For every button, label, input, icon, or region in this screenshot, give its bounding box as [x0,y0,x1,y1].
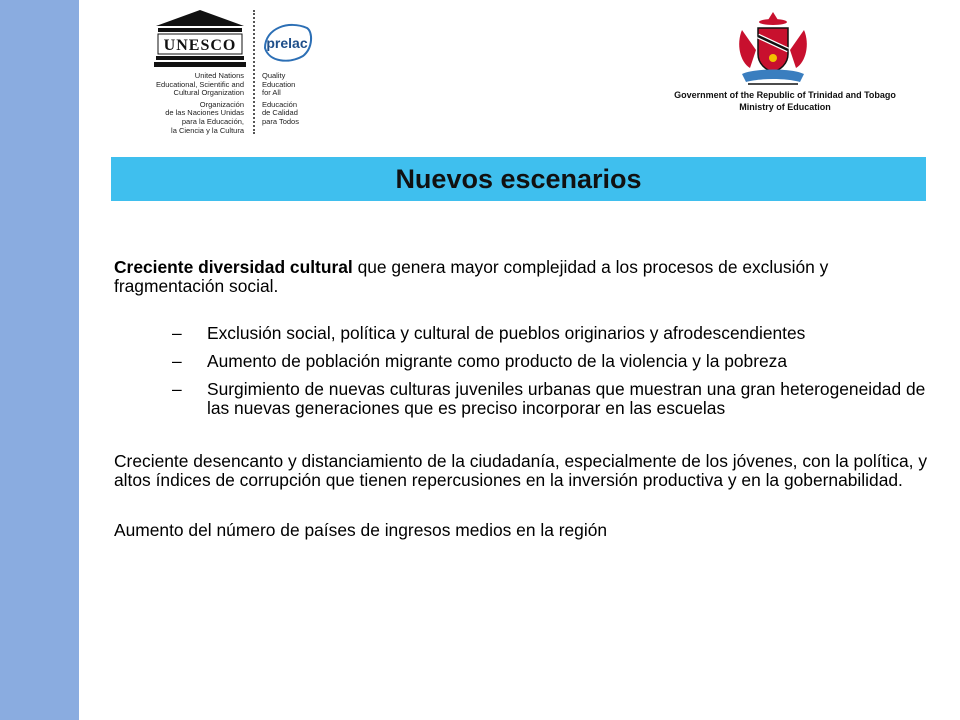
unesco-prelac-logo-block [152,8,322,136]
list-item [114,380,934,418]
unesco-logo [152,8,248,68]
bullet-text: Aumento de población migrante como producto de la violencia y la pobreza [207,351,788,371]
logo-divider [253,10,255,134]
prelac-text: Quality Education for All Educación de Calidad para Todos [262,71,299,126]
list-item [114,324,934,343]
list-item [114,352,934,371]
slide-title: Nuevos escenarios [395,163,642,194]
paragraph-middle-income: Aumento del número de países de ingresos medios en la región [114,520,608,540]
left-accent-bar [0,0,79,720]
bullet-dash: – [172,351,182,371]
coat-of-arms-icon [734,10,812,88]
paragraph-bold-lead: Creciente diversidad cultural [114,257,353,277]
government-caption [640,89,930,113]
government-line: Government of the Republic of Trinidad and Tobago [674,90,896,100]
bullet-text: Surgimiento de nuevas culturas juveniles urbanas que muestran una gran heterogeneidad de las nuevas generaciones que es preciso incorporar en las escuelas [207,379,926,418]
unesco-logo-text: UNESCO [163,37,237,54]
prelac-logo-text: prelac [266,35,308,51]
prelac-logo [259,18,315,66]
title-banner [111,157,926,201]
unesco-name-text: United Nations Educational, Scientific and Cultural Organization Organización de las Naciones Unidas para la Educación, la Ciencia y la Cultura [156,71,244,135]
slide-body [114,258,934,540]
ministry-line: Ministry of Education [739,102,831,112]
paragraph-cultural-diversity [114,258,934,296]
paragraph-disenchantment: Creciente desencanto y distanciamiento de la ciudadanía, especialmente de los jóvenes, con la política, y altos índices de corrupción que tienen repercusiones en la inversión productiva y en la gobernabilidad. [114,451,928,490]
bullet-text: Exclusión social, política y cultural de pueblos originarios y afrodescendientes [207,323,806,343]
bullet-dash: – [172,323,182,343]
bullet-dash: – [172,379,182,399]
paragraph-rest: que genera mayor complejidad a los procesos de exclusión y fragmentación social. [114,257,829,296]
bullet-list [114,324,934,418]
